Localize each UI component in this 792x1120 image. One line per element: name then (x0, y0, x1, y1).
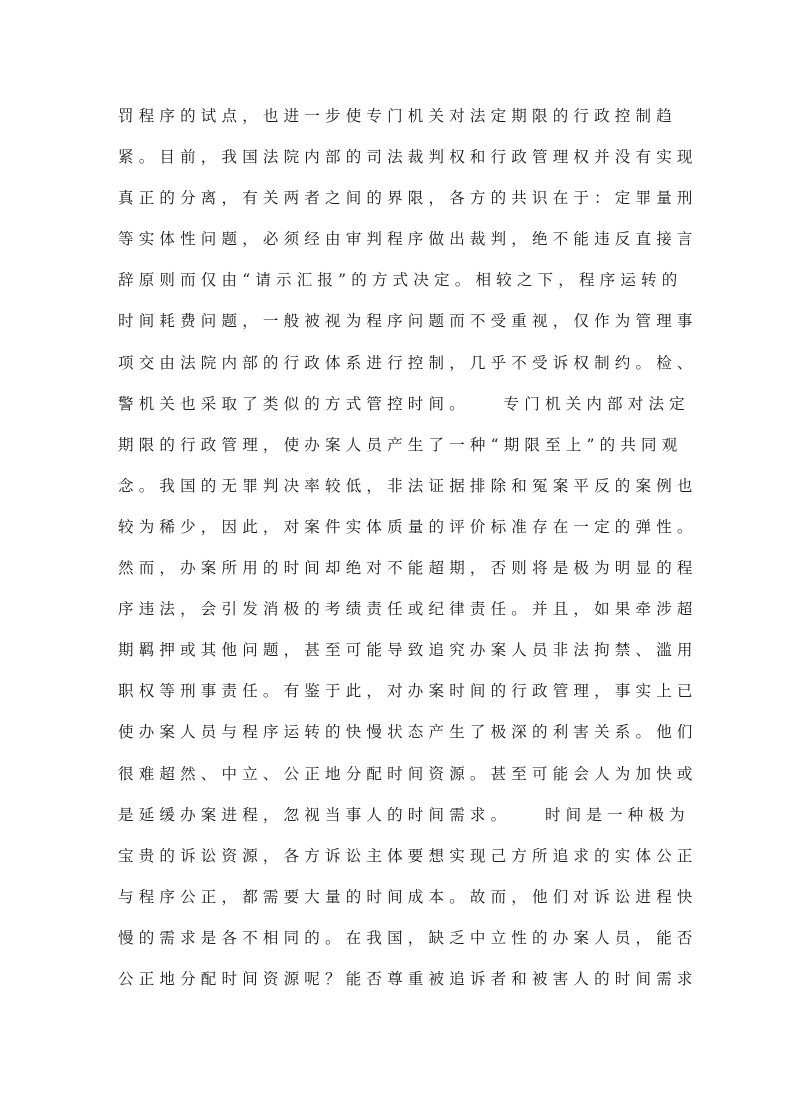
text-line: 与程序公正，都需要大量的时间成本。故而，他们对诉讼进程快 (118, 887, 698, 906)
text-line: 辞原则而仅由“请示汇报”的方式决定。相较之下，程序运转的 (118, 271, 683, 290)
text-line: 真正的分离，有关两者之间的界限，各方的共识在于：定罪量刑 (118, 189, 698, 208)
text-line: 慢的需求是各不相同的。在我国，缺乏中立性的办案人员，能否 (118, 928, 698, 947)
text-line: 是延缓办案进程，忽视当事人的时间需求。 时间是一种极为 (118, 805, 690, 824)
text-line: 等实体性问题，必须经由审判程序做出裁判，绝不能违反直接言 (118, 230, 698, 249)
text-line: 期限的行政管理，使办案人员产生了一种“期限至上”的共同观 (118, 435, 683, 454)
text-line: 项交由法院内部的行政体系进行控制，几乎不受诉权制约。检、 (118, 353, 698, 372)
body-text (118, 102, 698, 1006)
text-line: 职权等刑事责任。有鉴于此，对办案时间的行政管理，事实上已 (118, 682, 698, 701)
text-line: 宝贵的诉讼资源，各方诉讼主体要想实现己方所追求的实体公正 (118, 846, 698, 865)
text-line: 时间耗费问题，一般被视为程序问题而不受重视，仅作为管理事 (118, 312, 698, 331)
text-line: 念。我国的无罪判决率较低，非法证据排除和冤案平反的案例也 (118, 476, 698, 495)
text-line: 很难超然、中立、公正地分配时间资源。甚至可能会人为加快或 (118, 764, 698, 783)
text-line: 公正地分配时间资源呢？能否尊重被追诉者和被害人的时间需求 (118, 969, 698, 988)
text-line: 较为稀少，因此，对案件实体质量的评价标准存在一定的弹性。 (118, 517, 698, 536)
text-line: 罚程序的试点，也进一步使专门机关对法定期限的行政控制趋 (118, 107, 677, 125)
text-line: 使办案人员与程序运转的快慢状态产生了极深的利害关系。他们 (118, 723, 698, 742)
text-line: 紧。目前，我国法院内部的司法裁判权和行政管理权并没有实现 (118, 148, 698, 167)
text-line: 然而，办案所用的时间却绝对不能超期，否则将是极为明显的程 (118, 559, 698, 578)
text-line: 警机关也采取了类似的方式管控时间。 专门机关内部对法定 (118, 394, 690, 413)
text-line: 序违法，会引发消极的考绩责任或纪律责任。并且，如果牵涉超 (118, 600, 698, 619)
text-line: 期羁押或其他问题，甚至可能导致追究办案人员非法拘禁、滥用 (118, 641, 698, 660)
